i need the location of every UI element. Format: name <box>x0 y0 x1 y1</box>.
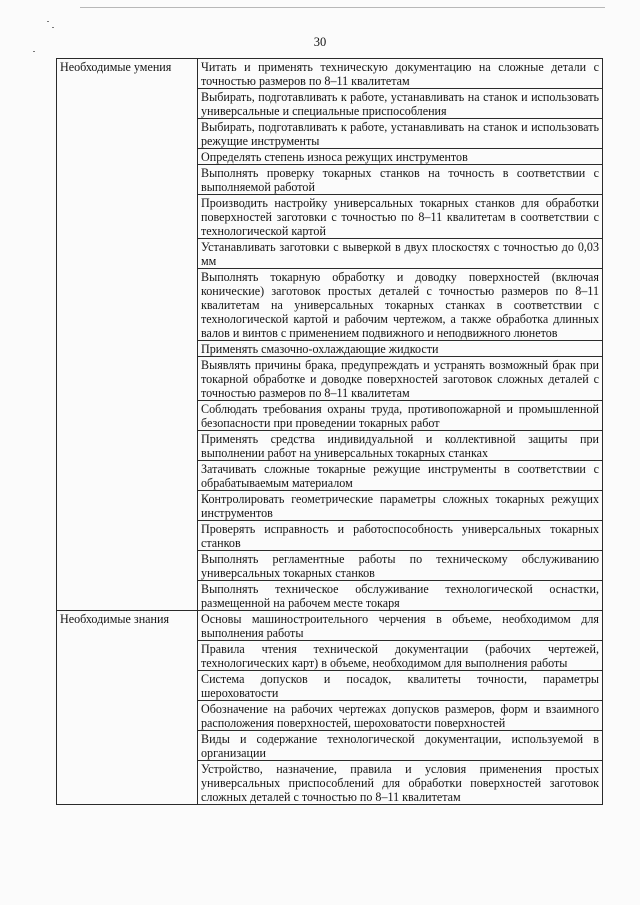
requirement-item: Контролировать геометрические параметры сложных токарных режущих инструментов <box>198 491 603 521</box>
scan-speck <box>52 27 54 28</box>
requirement-item: Применять смазочно-охлаждающие жидкости <box>198 341 603 357</box>
requirement-item: Правила чтения технической документации (рабочих чертежей, технологических карт) в объеме, необходимом для выполнения работы <box>198 641 603 671</box>
requirement-item: Выполнять регламентные работы по техническому обслуживанию универсальных токарных станков <box>198 551 603 581</box>
requirement-item: Устройство, назначение, правила и условия применения простых универсальных приспособлений для обработки поверхностей заготовок сложных деталей с точностью по 8–11 квалитетам <box>198 761 603 805</box>
section-title: Необходимые умения <box>57 59 198 611</box>
requirement-item: Соблюдать требования охраны труда, противопожарной и промышленной безопасности при проведении токарных работ <box>198 401 603 431</box>
requirement-item: Обозначение на рабочих чертежах допусков размеров, форм и взаимного расположения поверхностей, шероховатости поверхностей <box>198 701 603 731</box>
scan-speck <box>33 51 35 52</box>
requirement-item: Выбирать, подготавливать к работе, устанавливать на станок и использовать универсальные и специальные приспособления <box>198 89 603 119</box>
table-row <box>57 611 603 641</box>
requirement-item: Основы машиностроительного черчения в объеме, необходимом для выполнения работы <box>198 611 603 641</box>
competency-table <box>56 58 603 805</box>
scan-speck <box>47 21 49 22</box>
scan-top-line <box>80 7 605 8</box>
requirement-item: Проверять исправность и работоспособность универсальных токарных станков <box>198 521 603 551</box>
page-number: 30 <box>313 35 327 49</box>
table-row <box>57 59 603 89</box>
requirement-item: Применять средства индивидуальной и коллективной защиты при выполнении работ на универсальных токарных станках <box>198 431 603 461</box>
section-title: Необходимые знания <box>57 611 198 805</box>
requirement-item: Выполнять токарную обработку и доводку поверхностей (включая конические) заготовок простых деталей с точностью размеров по 8–11 квалитетам на универсальных токарных станках в соответствии с технологической картой и рабочим чертежом, а также обработка длинных валов и винтов с применением подвижного и неподвижного люнетов <box>198 269 603 341</box>
requirement-item: Выявлять причины брака, предупреждать и устранять возможный брак при токарной обработке и доводке поверхностей заготовок сложных деталей с точностью размеров по 8–11 квалитетам <box>198 357 603 401</box>
requirement-item: Определять степень износа режущих инструментов <box>198 149 603 165</box>
requirement-item: Виды и содержание технологической документации, используемой в организации <box>198 731 603 761</box>
requirement-item: Система допусков и посадок, квалитеты точности, параметры шероховатости <box>198 671 603 701</box>
requirement-item: Выбирать, подготавливать к работе, устанавливать на станок и использовать режущие инструменты <box>198 119 603 149</box>
requirement-item: Затачивать сложные токарные режущие инструменты в соответствии с обрабатываемым материалом <box>198 461 603 491</box>
requirement-item: Производить настройку универсальных токарных станков для обработки поверхностей заготовки с точностью по 8–11 квалитетам в соответствии с технологической картой <box>198 195 603 239</box>
requirement-item: Читать и применять техническую документацию на сложные детали с точностью размеров по 8–11 квалитетам <box>198 59 603 89</box>
requirement-item: Устанавливать заготовки с выверкой в двух плоскостях с точностью до 0,03 мм <box>198 239 603 269</box>
requirement-item: Выполнять техническое обслуживание технологической оснастки, размещенной на рабочем месте токаря <box>198 581 603 611</box>
requirement-item: Выполнять проверку токарных станков на точность в соответствии с выполняемой работой <box>198 165 603 195</box>
